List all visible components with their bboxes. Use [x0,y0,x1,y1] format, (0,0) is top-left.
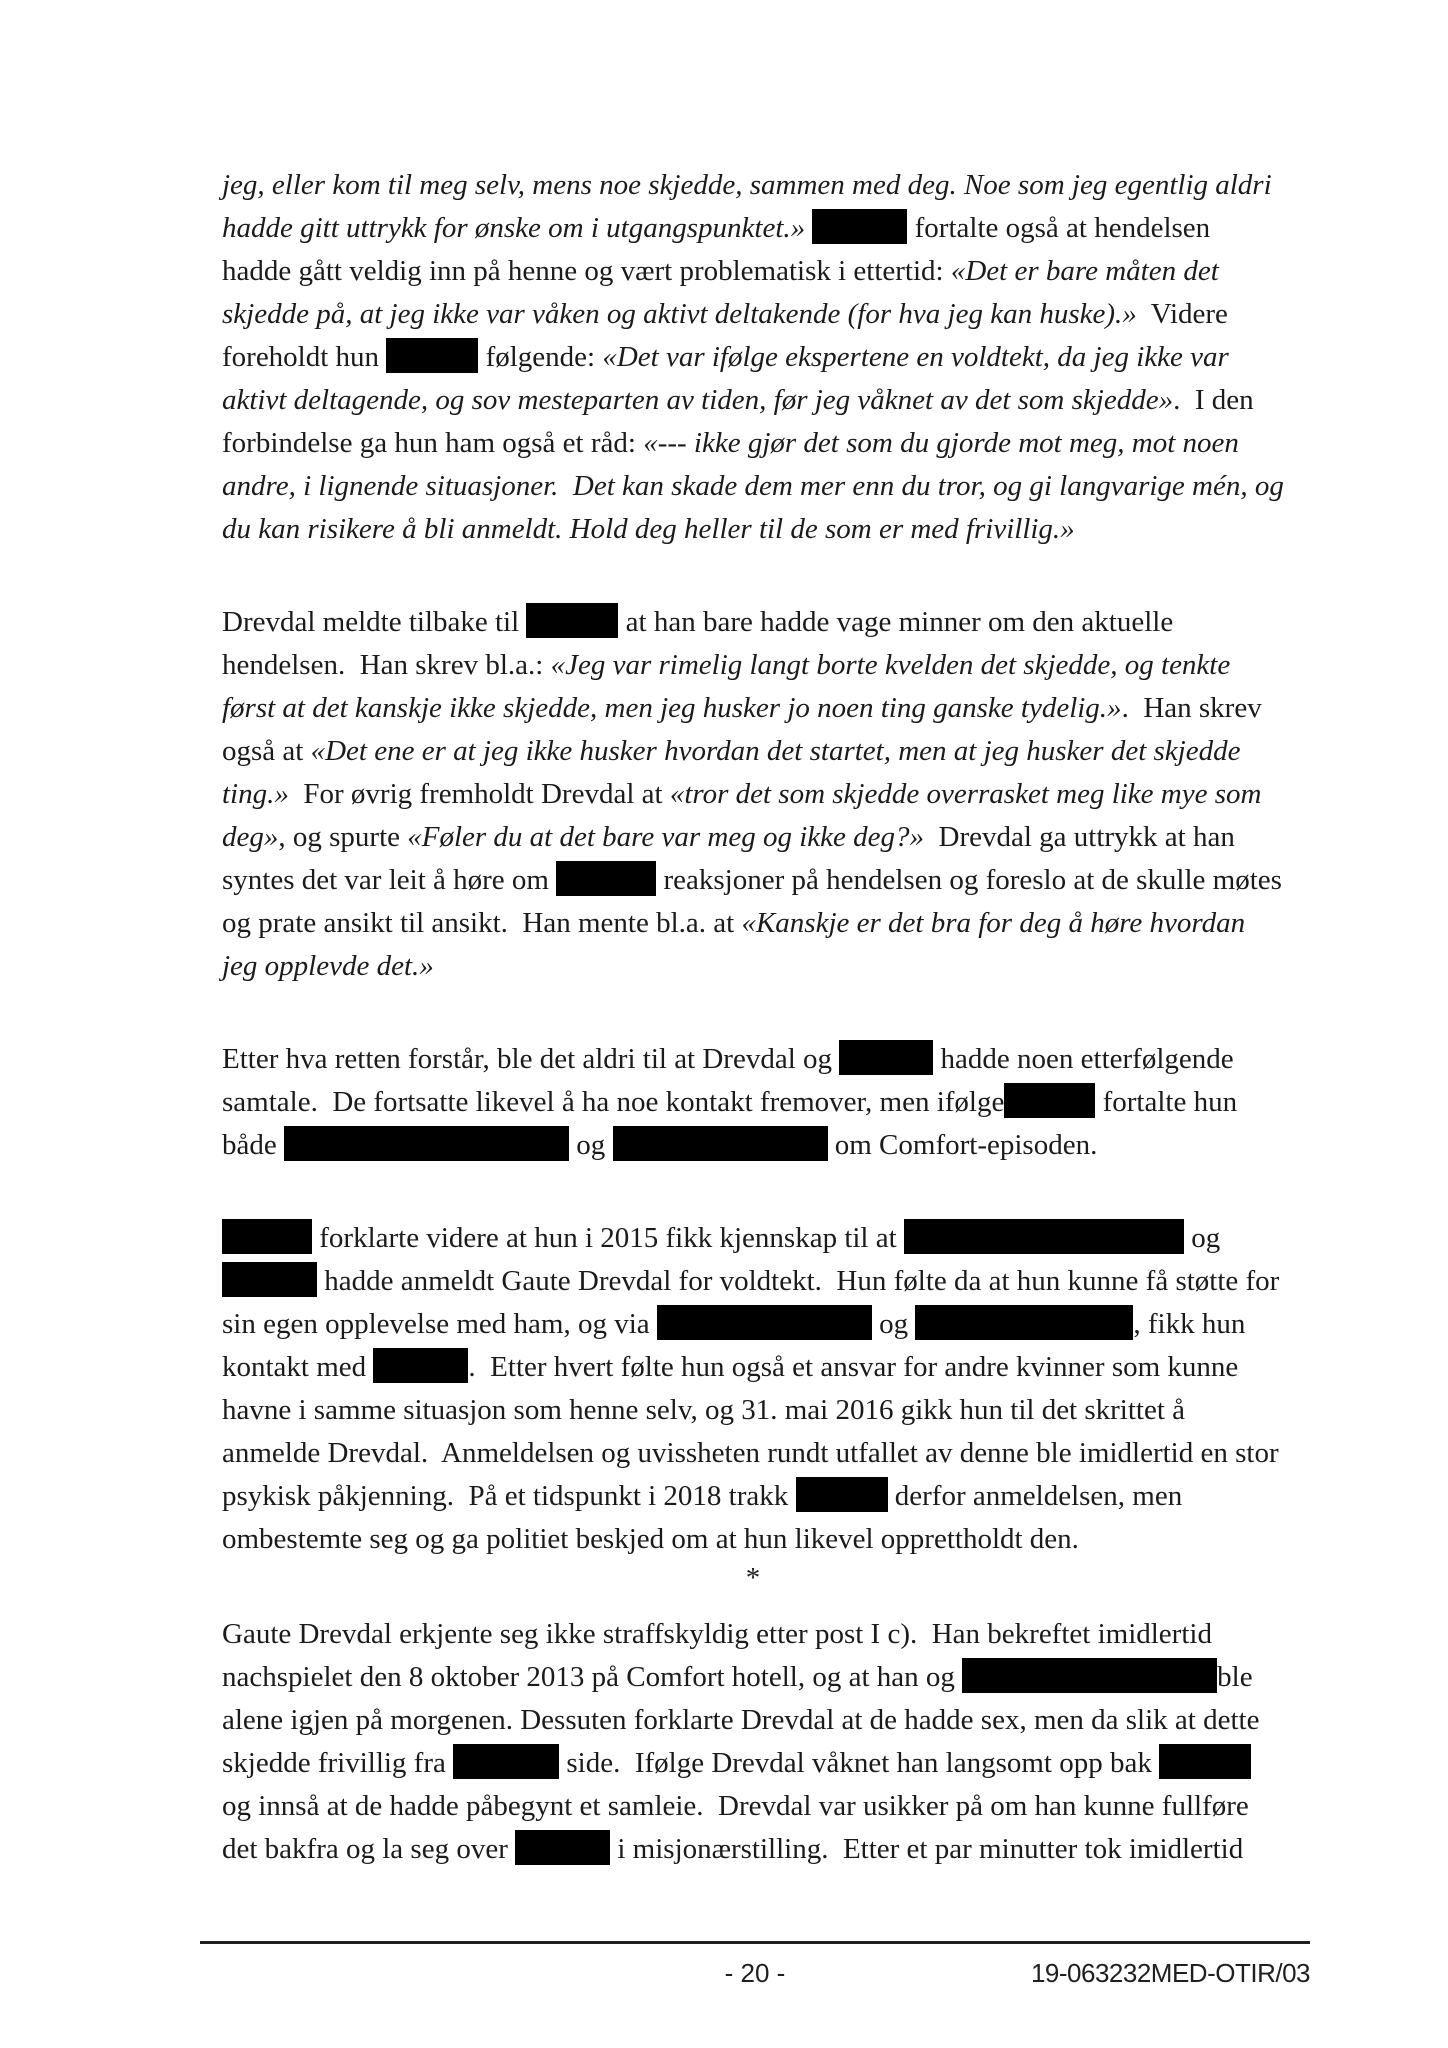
redaction-bar [1004,1083,1095,1118]
body-text: ble alene igjen på morgenen. Dessuten forklarte Drevdal at de hadde sex, men da slik at dette skjedde frivillig fra [222,1661,1267,1779]
body-text: derfor anmeldelsen, men ombestemte seg og ga politiet beskjed om at hun likevel opprettholdt den. [222,1480,1190,1555]
quote-text: «tror det som skjedde overrasket meg like mye som deg» [222,778,1269,853]
case-number: 19-063232MED-OTIR/03 [1030,1958,1310,1988]
redaction-bar [515,1830,610,1865]
paragraph [222,601,1290,988]
body-text: side. Ifølge Drevdal våknet han langsomt opp bak [559,1747,1160,1779]
redaction-bar [386,338,478,373]
paragraph [222,1613,1284,1871]
body-text: fortalte hun både [222,1086,1245,1161]
body-text: Gaute Drevdal erkjente seg ikke straffskyldig etter post I c). Han bekreftet imidlertid nachspielet den 8 oktober 2013 på Comfort hotell, og at han og [222,1618,1220,1693]
body-text: . Etter hvert følte hun også et ansvar for andre kvinner som kunne havne i samme situasjon som henne selv, og 31. mai 2016 gikk hun til det skrittet å anmelde Drevdal. Anmeldelsen og uvissheten rundt utfallet av denne ble imidlertid en stor psykisk påkjenning. På et tidspunkt i 2018 trakk [222,1351,1286,1512]
redaction-bar [222,1219,312,1254]
quote-text: «Det var ifølge ekspertene en voldtekt, da jeg ikke var aktivt deltagende, og sov mesteparten av tiden, før jeg våknet av det som skjedde» [222,341,1237,416]
body-text: i misjonærstilling. Etter et par minutter tok imidlertid [610,1833,1244,1865]
redaction-bar [453,1744,559,1779]
body-text: og [871,1308,916,1340]
quote-text: «Jeg var rimelig langt borte kvelden det skjedde, og tenkte først at det kanskje ikke skjedde, men jeg husker jo noen ting ganske tydelig.» [222,649,1238,724]
body-text: Drevdal ga uttrykk at han syntes det var leit å høre om [222,821,1243,896]
redaction-bar [962,1658,1217,1693]
quote-text: «Føler du at det bare var meg og ikke deg?» [407,821,925,853]
redaction-bar [657,1305,872,1340]
document-body [222,164,1292,1921]
body-text: Etter hva retten forstår, ble det aldri til at Drevdal og [222,1043,840,1075]
paragraph [222,164,1292,551]
body-text: Videre foreholdt hun [222,298,1236,373]
body-text [805,212,812,244]
quote-text: jeg, eller kom til meg selv, mens noe skjedde, sammen med deg. Noe som jeg egentlig aldri hadde gitt uttrykk for ønske om i utgangspunktet.» [222,169,1279,244]
page-footer [200,1941,1310,1998]
body-text: følgende: [478,341,603,373]
redaction-bar [915,1305,1133,1340]
page-number: - 20 - [724,1958,786,1988]
body-text: For øvrig fremholdt Drevdal at [288,778,670,810]
body-text: fortalte også at hendelsen hadde gått veldig inn på henne og vært problematisk i ettertid: [222,212,1218,287]
body-text: om Comfort-episoden. [827,1129,1098,1161]
redaction-bar [556,861,656,896]
body-text: forklarte videre at hun i 2015 fikk kjennskap til at [312,1222,904,1254]
body-text: reaksjoner på hendelsen og foreslo at de skulle møtes og prate ansikt til ansikt. Han mente bl.a. at [222,864,1290,939]
body-text: , fikk hun kontakt med [222,1308,1253,1383]
body-text: at han bare hadde vage minner om den aktuelle hendelsen. Han skrev bl.a.: [222,606,1181,681]
body-text: . I den forbindelse ga hun ham også et råd: [222,384,1261,459]
redaction-bar [284,1126,569,1161]
quote-text: «--- ikke gjør det som du gjorde mot meg, mot noen andre, i lignende situasjoner. Det kan skade dem mer enn du tror, og gi langvarige mén, og du kan risikere å bli anmeldt. Hold deg heller til de som er med frivillig.» [222,427,1292,545]
paragraphs-after-separator [222,1613,1284,1871]
paragraph [222,1038,1284,1167]
quote-text: «Kanskje er det bra for deg å høre hvordan jeg opplevde det.» [222,907,1253,982]
paragraphs-before-separator [222,164,1292,1561]
quote-text: «Det ene er at jeg ikke husker hvordan det startet, men at jeg husker det skjedde ting.» [222,735,1248,810]
body-text: og [1183,1222,1228,1254]
body-text: hadde anmeldt Gaute Drevdal for voldtekt. Hun følte da at hun kunne få støtte for sin egen opplevelse med ham, og via [222,1265,1287,1340]
footer-row [200,1958,1310,1998]
redaction-bar [839,1040,933,1075]
redaction-bar [613,1126,828,1161]
footer-rule [200,1941,1310,1944]
paragraph [222,1217,1287,1561]
body-text: , og spurte [278,821,408,853]
redaction-bar [796,1477,888,1512]
redaction-bar [1159,1744,1251,1779]
quote-text: «Det er bare måten det skjedde på, at jeg ikke var våken og aktivt deltakende (for hva jeg kan huske).» [222,255,1227,330]
body-text: og [569,1129,613,1161]
redaction-bar [373,1348,468,1383]
redaction-bar [904,1219,1184,1254]
body-text: Drevdal meldte tilbake til [222,606,527,638]
body-text: . Han skrev også at [222,692,1269,767]
redaction-bar [526,603,618,638]
body-text: og innså at de hadde påbegynt et samleie. Drevdal var usikker på om han kunne fullføre det bakfra og la seg over [222,1747,1259,1865]
section-separator: * [745,1562,761,1594]
redaction-bar [222,1262,317,1297]
redaction-bar [812,209,907,244]
body-text: hadde noen etterfølgende samtale. De fortsatte likevel å ha noe kontakt fremover, men ifølge [222,1043,1241,1118]
